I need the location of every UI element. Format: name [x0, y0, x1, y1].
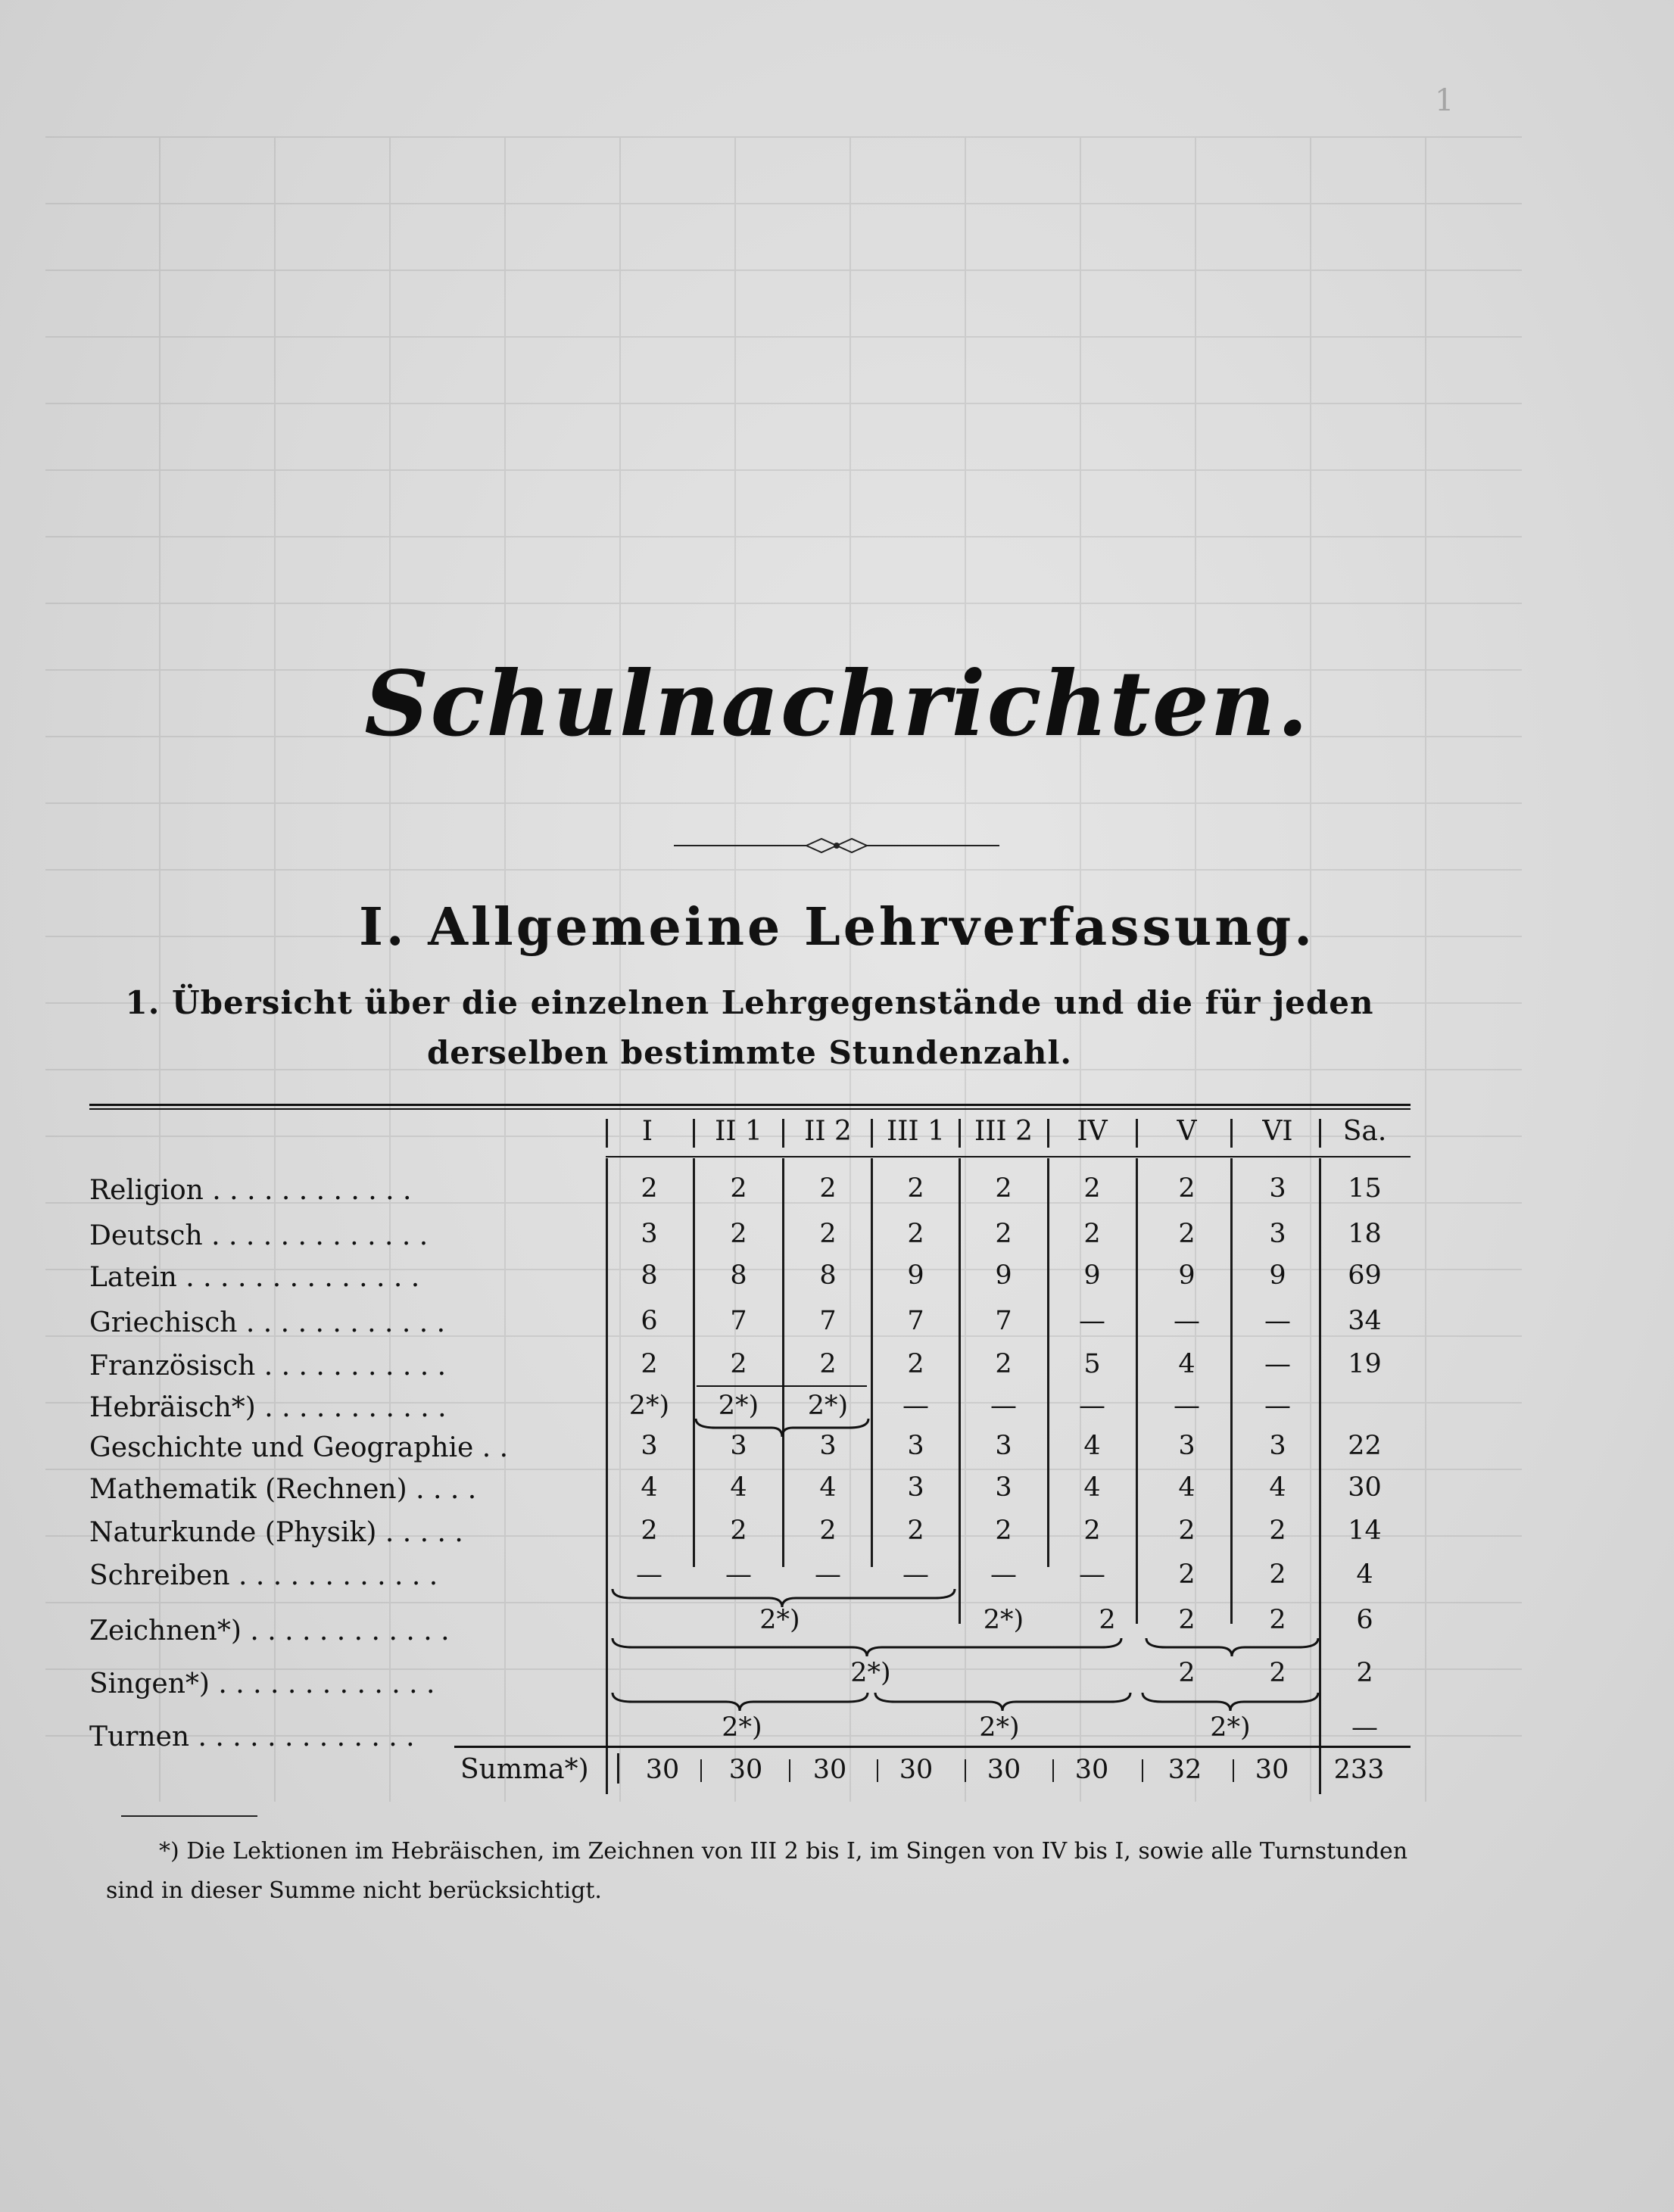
summa-separator	[789, 1759, 790, 1782]
cell-turnen-III1-IV: 2*)	[979, 1712, 1020, 1743]
brace-turnen-c	[1139, 1690, 1321, 1712]
table-cell: 4	[1356, 1559, 1373, 1590]
table-cell: 3	[1178, 1431, 1195, 1461]
row-label-geschichte: Geschichte und Geographie . .	[89, 1433, 509, 1463]
table-cell: 2	[730, 1516, 747, 1546]
col-header-VI: VI	[1262, 1116, 1293, 1147]
cell-singen-V: 2	[1178, 1658, 1195, 1688]
table-cell: 2	[995, 1349, 1012, 1379]
header-bottom-rule	[606, 1156, 1411, 1157]
table-cell: 2	[1178, 1219, 1195, 1249]
table-cell: 7	[907, 1306, 924, 1336]
row-label-hebraeisch: Hebräisch*) . . . . . . . . . . .	[89, 1393, 447, 1423]
table-cell: 3	[995, 1431, 1012, 1461]
cell-zeichnen-sum: 6	[1356, 1605, 1373, 1635]
table-cell: 19	[1348, 1349, 1382, 1379]
table-cell: 8	[819, 1260, 837, 1291]
summa-cell: 30	[645, 1755, 680, 1785]
table-cell: —	[1174, 1306, 1200, 1336]
summa-cell: 30	[812, 1755, 847, 1785]
cell-turnen-I-II2: 2*)	[722, 1712, 762, 1743]
table-cell: 4	[1178, 1349, 1195, 1379]
summa-separator	[1319, 1759, 1320, 1782]
table-cell: —	[815, 1559, 841, 1590]
table-cell: 2	[730, 1349, 747, 1379]
row-label-summa: Summa*)	[460, 1755, 589, 1785]
table-cell: 2	[1178, 1516, 1195, 1546]
row-label-deutsch: Deutsch . . . . . . . . . . . . .	[89, 1221, 429, 1251]
cell-zeichnen-I-III1: 2*)	[759, 1605, 800, 1635]
table-cell: —	[1079, 1391, 1105, 1421]
table-cell: 2	[819, 1349, 837, 1379]
table-cell: 69	[1348, 1260, 1382, 1291]
cell-turnen-V-VI: 2*)	[1210, 1712, 1251, 1743]
summa-cell: 30	[987, 1755, 1021, 1785]
table-cell: 2	[1083, 1516, 1101, 1546]
table-cell: —	[1079, 1306, 1105, 1336]
section-title: I. Allgemeine Lehrverfassung.	[359, 897, 1315, 958]
table-cell: 2	[641, 1349, 658, 1379]
cell-turnen-sum: —	[1351, 1712, 1378, 1743]
table-cell: 9	[995, 1260, 1012, 1291]
row-label-religion: Religion . . . . . . . . . . . .	[89, 1176, 412, 1206]
table-cell: 4	[641, 1472, 658, 1503]
table-cell: —	[902, 1391, 929, 1421]
column-separator	[1136, 1158, 1138, 1624]
table-cell: 2*)	[628, 1391, 670, 1421]
table-cell: 3	[641, 1219, 658, 1249]
ornament-divider	[674, 834, 999, 857]
summa-separator	[1052, 1759, 1054, 1782]
summa-cell: 30	[899, 1755, 934, 1785]
row-label-latein: Latein . . . . . . . . . . . . . .	[89, 1263, 420, 1293]
table-cell: 2	[907, 1516, 924, 1546]
table-cell: 3	[1269, 1431, 1286, 1461]
table-cell: 3	[907, 1472, 924, 1503]
table-cell: 4	[819, 1472, 837, 1503]
cell-singen-I-IV: 2*)	[850, 1658, 891, 1688]
row-label-mathematik: Mathematik (Rechnen) . . . .	[89, 1475, 477, 1505]
brace-hebraeisch	[693, 1416, 871, 1438]
table-cell: 4	[1269, 1472, 1286, 1503]
table-cell: 9	[907, 1260, 924, 1291]
table-cell: 3	[1269, 1173, 1286, 1204]
header-separator	[1319, 1119, 1321, 1148]
table-cell: 2	[641, 1516, 658, 1546]
header-separator	[871, 1119, 873, 1148]
table-cell: —	[1264, 1306, 1291, 1336]
row-label-singen: Singen*) . . . . . . . . . . . . .	[89, 1669, 435, 1700]
table-cell: —	[1079, 1559, 1105, 1590]
page-mark: 1	[1435, 83, 1454, 118]
summa-separator	[877, 1759, 878, 1782]
table-top-rule	[89, 1104, 1411, 1106]
table-cell: 2	[1178, 1559, 1195, 1590]
row-label-franzoesisch: Französisch . . . . . . . . . . .	[89, 1351, 447, 1382]
table-cell: 22	[1348, 1431, 1382, 1461]
header-separator	[1230, 1119, 1233, 1148]
table-cell: 2	[819, 1516, 837, 1546]
cell-zeichnen-IV: 2	[1099, 1605, 1116, 1635]
table-cell: —	[990, 1559, 1017, 1590]
table-cell: 3	[641, 1431, 658, 1461]
table-cell: 2	[1083, 1219, 1101, 1249]
table-cell: 9	[1178, 1260, 1195, 1291]
table-cell: 2	[1083, 1173, 1101, 1204]
table-cell: 2	[641, 1173, 658, 1204]
table-cell: 15	[1348, 1173, 1382, 1204]
table-cell: 8	[641, 1260, 658, 1291]
table-cell: 5	[1083, 1349, 1101, 1379]
table-cell: 2	[1178, 1173, 1195, 1204]
table-cell: 2	[995, 1219, 1012, 1249]
header-separator	[606, 1119, 608, 1148]
table-cell: 7	[819, 1306, 837, 1336]
table-cell: 2	[1269, 1559, 1286, 1590]
row-label-zeichnen: Zeichnen*) . . . . . . . . . . . .	[89, 1616, 450, 1647]
summa-separator	[617, 1753, 619, 1784]
summa-separator	[700, 1759, 702, 1782]
summa-cell: 30	[1255, 1755, 1289, 1785]
table-cell: 3	[730, 1431, 747, 1461]
header-separator	[693, 1119, 695, 1148]
col-header-II1: II 1	[715, 1116, 762, 1147]
summa-cell: 32	[1167, 1755, 1202, 1785]
row-label-schreiben: Schreiben . . . . . . . . . . . .	[89, 1561, 438, 1591]
col-header-I: I	[641, 1116, 653, 1147]
header-separator	[782, 1119, 784, 1148]
table-cell: —	[1264, 1391, 1291, 1421]
brace-singen-v-vi	[1143, 1635, 1321, 1658]
table-cell: 4	[1083, 1431, 1101, 1461]
table-cell: 18	[1348, 1219, 1382, 1249]
table-cell: 2	[730, 1219, 747, 1249]
table-cell: 2*)	[718, 1391, 759, 1421]
table-cell: 2	[730, 1173, 747, 1204]
table-cell: 8	[730, 1260, 747, 1291]
table-cell: —	[1174, 1391, 1200, 1421]
hebraeisch-rule	[697, 1385, 867, 1387]
table-cell: 6	[641, 1306, 658, 1336]
summa-cell: 30	[1074, 1755, 1109, 1785]
table-cell: 7	[995, 1306, 1012, 1336]
summa-cell: 30	[728, 1755, 763, 1785]
col-header-sum: Sa.	[1342, 1116, 1387, 1147]
table-cell: 2	[907, 1349, 924, 1379]
brace-singen-top	[609, 1635, 1124, 1658]
table-cell: 2	[907, 1219, 924, 1249]
table-cell: 4	[1083, 1472, 1101, 1503]
table-cell: —	[636, 1559, 662, 1590]
cell-zeichnen-V: 2	[1178, 1605, 1195, 1635]
header-separator	[1136, 1119, 1138, 1148]
header-separator	[959, 1119, 961, 1148]
summa-separator	[1142, 1759, 1143, 1782]
brace-turnen-b	[872, 1690, 1133, 1712]
cell-singen-VI: 2	[1269, 1658, 1286, 1688]
table-cell: 2	[819, 1173, 837, 1204]
table-cell: 2	[995, 1173, 1012, 1204]
cell-singen-sum: 2	[1356, 1658, 1373, 1688]
column-separator	[1230, 1158, 1233, 1624]
col-header-III1: III 1	[886, 1116, 945, 1147]
footnote-text: *) Die Lektionen im Hebräischen, im Zeichnen von III 2 bis I, im Singen von IV bis I, sowie alle Turnstunden sind in dieser Summe nicht berücksichtigt.	[106, 1838, 1408, 1904]
table-cell: 14	[1348, 1516, 1382, 1546]
table-cell: 2	[995, 1516, 1012, 1546]
row-label-griechisch: Griechisch . . . . . . . . . . . .	[89, 1308, 446, 1338]
table-cell: 34	[1348, 1306, 1382, 1336]
table-top-rule-2	[89, 1108, 1411, 1110]
summa-separator	[1233, 1759, 1234, 1782]
table-cell: —	[990, 1391, 1017, 1421]
row-label-naturkunde: Naturkunde (Physik) . . . . .	[89, 1518, 463, 1548]
summa-separator	[965, 1759, 966, 1782]
cell-zeichnen-III2: 2*)	[983, 1605, 1024, 1635]
table-cell: 2	[1269, 1516, 1286, 1546]
summa-cell: 233	[1333, 1755, 1385, 1785]
subsection-title: 1. Übersicht über die einzelnen Lehrgegenstände und die für jeden derselben bestimmte Stundenzahl.	[125, 984, 1374, 1071]
table-cell: 3	[1269, 1219, 1286, 1249]
table-cell: 30	[1348, 1472, 1382, 1503]
table-cell: 2	[907, 1173, 924, 1204]
col-header-III2: III 2	[974, 1116, 1033, 1147]
table-cell: 2*)	[807, 1391, 849, 1421]
table-cell: 3	[995, 1472, 1012, 1503]
summa-top-rule	[454, 1746, 1411, 1748]
row-label-turnen: Turnen . . . . . . . . . . . . .	[89, 1722, 415, 1752]
brace-turnen-a	[609, 1690, 871, 1712]
col-header-V: V	[1177, 1116, 1197, 1147]
table-cell: 9	[1269, 1260, 1286, 1291]
table-cell: 2	[819, 1219, 837, 1249]
table-cell: —	[725, 1559, 752, 1590]
table-cell: 7	[730, 1306, 747, 1336]
table-cell: 3	[907, 1431, 924, 1461]
page-heading: Schulnachrichten.	[364, 651, 1310, 756]
header-separator	[1047, 1119, 1049, 1148]
cell-zeichnen-VI: 2	[1269, 1605, 1286, 1635]
table-cell: 3	[819, 1431, 837, 1461]
table-cell: —	[902, 1559, 929, 1590]
table-cell: 9	[1083, 1260, 1101, 1291]
table-cell: 4	[1178, 1472, 1195, 1503]
col-header-IV: IV	[1077, 1116, 1108, 1147]
table-cell: 4	[730, 1472, 747, 1503]
footnote-rule	[121, 1815, 257, 1817]
table-cell: —	[1264, 1349, 1291, 1379]
col-header-II2: II 2	[804, 1116, 852, 1147]
